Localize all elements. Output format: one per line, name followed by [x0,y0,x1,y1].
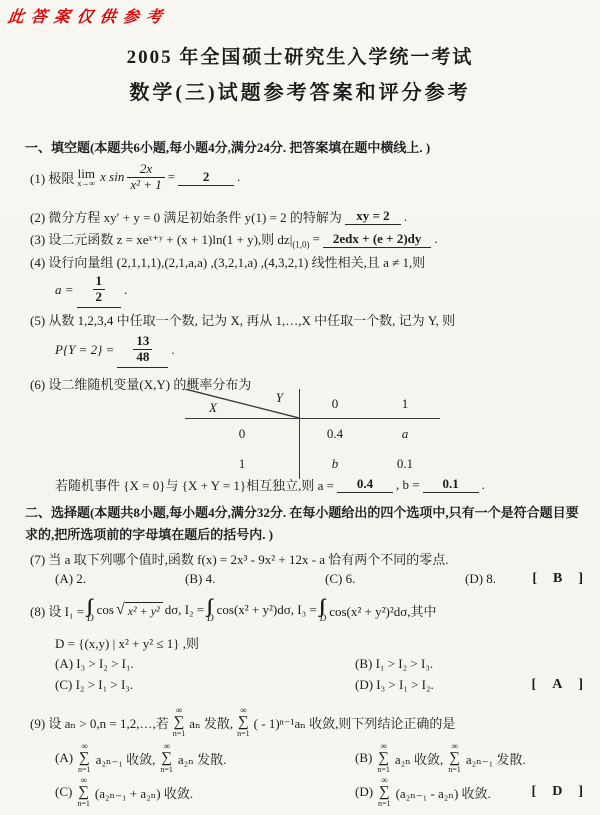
q2-answer: xy = 2 [345,208,401,225]
sum-upper-limit: ∞ [240,705,247,715]
sum-lower-limit: n=1 [378,799,391,808]
q4-fraction-denominator: 2 [93,289,106,305]
question-7-text: (7) 当 a 取下列哪个值时,函数 f(x) = 2x³ - 9x² + 12x - a 恰有两个不同的零点. [30,552,449,567]
question-8-options [55,656,587,693]
question-3 [30,229,438,250]
sum-upper-limit: ∞ [381,775,388,785]
q8-answer-letter: A [552,677,563,692]
summation [160,742,173,774]
q5-fraction-numerator: 13 [136,333,150,349]
q8-answer-bracket [532,677,583,693]
sigma-symbol: ∑ [78,784,89,800]
integral-domain-label: D [87,613,94,623]
table-row0-cell1: 0.4 [326,426,344,441]
q1-fraction-denominator: x² + 1 [127,177,164,193]
radicand: x² + y² [125,602,163,619]
integral-domain-label: D [207,613,214,623]
q5-fraction-denominator: 48 [133,349,152,365]
q8-seg2: cos [96,602,114,617]
q9-option-d-row [355,776,587,808]
summation-2 [237,706,250,738]
q9-option-a [55,742,355,774]
q9-option-d [355,776,491,808]
q9-answer-bracket [532,784,583,800]
q9-seg2: aₙ 发散, [189,715,234,731]
lim-subscript: x→∞ [77,178,96,188]
sum-lower-limit: n=1 [448,765,461,774]
sum-upper-limit: ∞ [451,741,458,751]
q1-fraction-numerator: 2x [139,160,153,176]
question-8-domain-line: D = {(x,y) | x² + y² ≤ 1} ,则 [55,636,199,651]
q9-option-d-label: (D) [355,784,374,799]
summation [377,742,390,774]
q4-period: . [124,282,128,297]
sigma-symbol: ∑ [173,714,185,730]
bracket-right: ] [578,677,583,692]
q4-lhs: a = [55,282,74,297]
q9-option-a-part2: a₂ₙ 发散. [177,751,227,767]
table-y-label: Y [275,390,283,405]
q8-seg1: (8) 设 I₁ = [30,603,85,619]
q4-answer [77,272,122,308]
q3-eval-point-subscript: (1,0) [292,239,310,250]
exam-title-line2: 数学(三)试题参考答案和评分参考 [129,82,471,104]
table-row0-label: 0 [185,419,300,449]
sigma-symbol: ∑ [78,750,90,766]
q1-body: x sin [100,169,125,184]
q1-answer: 2 [178,169,234,186]
sum-lower-limit: n=1 [237,729,250,738]
section2-header: 二、选择题(本题共8小题,每小题4分,满分32分. 在每小题给出的四个选项中,只有一个是符合题目要求的,把所选项前的字母填在题后的括号内. ) [25,505,579,542]
sigma-symbol: ∑ [449,750,460,766]
sigma-symbol: ∑ [378,784,390,800]
bracket-left: [ [532,571,537,586]
q8-option-d: (D) I₃ > I₁ > I₂. [355,677,434,692]
q6-post-text: 若随机事件 {X = 0}与 {X + Y = 1}相互独立,则 a = [55,478,335,493]
sum-upper-limit: ∞ [380,741,387,751]
q9-seg1: (9) 设 aₙ > 0,n = 1,2,…,若 [30,715,169,731]
q1-period: . [237,169,241,184]
question-9-text [30,703,455,741]
table-row0-cell2: a [401,426,409,441]
section1-header: 一、填空题(本题共6小题,每小题4分,满分24分. 把答案填在题中横线上. ) [25,140,431,155]
q9-option-a-part1: a₂ₙ₋₁ 收敛, [95,751,156,767]
q5-answer [117,332,168,368]
table-col-header-1: 1 [370,389,440,419]
q8-option-d-row [355,677,587,693]
bracket-left: [ [531,677,537,692]
summation [448,742,461,774]
q9-option-c-part1: (a₂ₙ₋₁ + a₂ₙ) 收敛. [94,785,194,801]
table-corner-cell [185,389,300,419]
integral-domain-label: D [319,613,327,623]
q9-option-b-part1: a₂ₙ 收敛, [394,751,444,767]
question-5-text: (5) 从数 1,2,3,4 中任取一个数, 记为 X, 再从 1,…,X 中任取一个数, 记为 Y, 则 [30,313,456,328]
question-9-options-cd [55,776,587,808]
bracket-right: ] [578,784,583,799]
lim-symbol: lim [77,165,95,181]
summation-1 [173,706,186,738]
exam-title-line1: 2005 年全国硕士研究生入学统一考试 [126,47,474,68]
q9-option-a-label: (A) [55,750,74,765]
q9-option-b-part2: a₂ₙ₋₁ 发散. [465,751,526,767]
sum-upper-limit: ∞ [80,775,87,785]
q7-answer-bracket [532,571,583,587]
q6-mid-text: , b = [396,476,420,492]
summation [378,776,391,808]
sum-lower-limit: n=1 [77,799,90,808]
question-1 [30,156,240,198]
q3-period: . [434,231,438,247]
q6-answer-a: 0.4 [337,476,393,493]
radical-symbol: √ [115,600,125,618]
sum-lower-limit: n=1 [172,729,186,738]
sum-lower-limit: n=1 [160,765,173,774]
q7-option-d: (D) 8. [465,571,497,586]
table-x-label: X [209,400,217,415]
q5-answer-fraction [133,334,152,365]
q2-text: (2) 微分方程 xy′ + y = 0 满足初始条件 y(1) = 2 的特解为 [30,210,342,225]
q9-option-c [55,776,355,808]
question-5-answer-line [55,330,175,370]
q8-option-c: (C) I₂ > I₁ > I₃. [55,677,134,692]
reference-only-watermark: 此答案仅供参考 [6,9,170,26]
q9-option-d-part1: (a₂ₙ₋₁ - a₂ₙ) 收敛. [395,785,491,801]
q9-seg3: ( - 1)ⁿ⁻¹aₙ 收敛,则下列结论正确的是 [253,715,456,731]
bracket-left: [ [531,784,537,799]
sum-lower-limit: n=1 [377,765,390,774]
probability-distribution-table [185,389,440,479]
sigma-symbol: ∑ [238,714,249,730]
table-row1-cell1: b [331,456,339,471]
q9-option-b [355,742,587,774]
question-2 [30,207,407,226]
table-col-header-0: 0 [300,389,370,419]
q4-answer-fraction [93,274,106,305]
table-row1-label: 1 [185,449,300,479]
table-row1-cell2: 0.1 [396,456,414,471]
q8-option-a: (A) I₃ > I₂ > I₁. [55,656,134,671]
q8-seg4: cos(x² + y²)dσ, I₃ = [216,602,317,617]
double-integral-3 [320,597,327,623]
q4-fraction-numerator: 1 [95,273,103,289]
q3-text: (3) 设二元函数 z = xeˣ⁺ʸ + (x + 1)ln(1 + y),则 $dz|_{(1,0)}$ [30,232,310,250]
q6-answer-b: 0.1 [423,476,479,493]
question-6-text: (6) 设二维随机变量(X,Y) 的概率分布为 [30,377,252,392]
q5-period: . [171,342,175,357]
q9-answer-letter: D [552,784,563,799]
q5-lhs: P{Y = 2} = [55,342,115,357]
q2-period: . [403,208,408,224]
sum-upper-limit: ∞ [81,741,88,751]
q7-option-b: (B) 4. [185,571,216,586]
sum-upper-limit: ∞ [175,705,183,715]
sigma-symbol: ∑ [378,750,389,766]
question-4-answer-line [55,272,127,308]
q7-option-c: (C) 6. [325,571,356,586]
double-integral-1 [87,597,94,623]
q1-text: (1) 极限 [30,170,75,186]
sum-upper-limit: ∞ [163,741,170,751]
bracket-right: ] [578,571,583,586]
q6-period: . [481,476,485,492]
q3-answer: 2edx + (e + 2)dy [323,231,431,248]
q7-option-a: (A) 2. [55,571,87,586]
q8-seg3: dσ, I₂ = [164,602,205,617]
question-8-text [30,590,437,630]
q1-equals: = [167,169,176,184]
summation [77,776,90,808]
summation [78,742,91,774]
q9-option-c-label: (C) [55,784,73,799]
q7-answer-letter: B [552,571,563,586]
sigma-symbol: ∑ [161,750,172,766]
question-6-conclusion [55,475,485,494]
question-4-text: (4) 设行向量组 (2,1,1,1),(2,1,a,a) ,(3,2,1,a) ,(4,3,2,1) 线性相关,且 a ≠ 1,则 [30,255,426,270]
question-9-options-ab [55,742,587,774]
q9-option-b-label: (B) [355,750,373,765]
sum-lower-limit: n=1 [78,765,91,774]
question-7-options [55,571,587,587]
q1-fraction [127,162,164,193]
q3-equals: = [312,231,320,247]
double-integral-2 [207,597,214,623]
q8-seg5: cos(x² + y²)²dσ,其中 [329,603,437,619]
square-root [116,602,163,619]
limit-operator [77,167,95,188]
q8-option-b: (B) I₁ > I₂ > I₃. [355,656,434,671]
